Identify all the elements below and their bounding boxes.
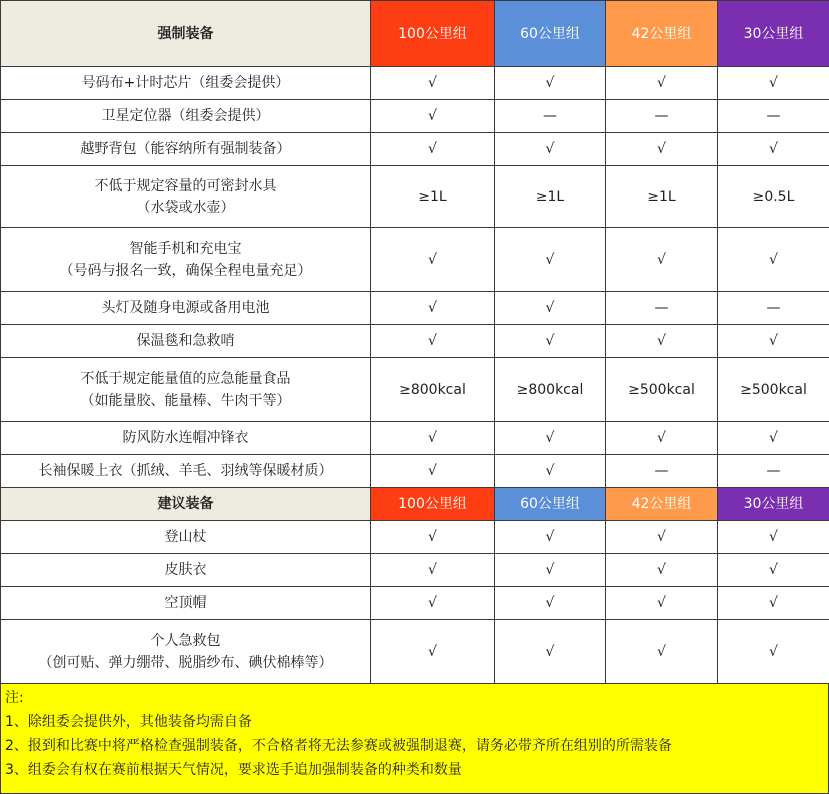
requirement-cell-100km: √ <box>371 521 495 554</box>
table-row <box>1 292 829 325</box>
requirement-cell-100km: √ <box>371 455 495 488</box>
requirement-cell-100km: ≥1L <box>371 166 495 228</box>
requirement-cell-30km: ≥500kcal <box>718 358 829 422</box>
requirement-cell-100km: √ <box>371 67 495 100</box>
notes-heading: 注: <box>5 686 824 710</box>
requirement-cell-100km: √ <box>371 325 495 358</box>
requirement-cell-30km: — <box>718 455 829 488</box>
note-item: 2、报到和比赛中将严格检查强制装备，不合格者将无法参赛或被强制退赛，请务必带齐所在组别的所需装备 <box>5 734 824 758</box>
requirement-cell-30km: √ <box>718 228 829 292</box>
requirement-cell-30km: √ <box>718 587 829 620</box>
note-item: 1、除组委会提供外，其他装备均需自备 <box>5 710 824 734</box>
equipment-name <box>1 554 371 587</box>
table-row <box>1 358 829 422</box>
requirement-cell-30km: — <box>718 100 829 133</box>
requirement-cell-60km: √ <box>495 228 606 292</box>
requirement-cell-42km: √ <box>606 521 718 554</box>
equipment-name-line: 登山杖 <box>5 526 366 548</box>
requirement-cell-42km: ≥1L <box>606 166 718 228</box>
table-row <box>1 228 829 292</box>
equipment-name <box>1 67 371 100</box>
equipment-name-line: 不低于规定能量值的应急能量食品 <box>5 368 366 390</box>
requirement-cell-60km: √ <box>495 325 606 358</box>
requirement-cell-42km: √ <box>606 67 718 100</box>
equipment-name <box>1 100 371 133</box>
requirement-cell-60km: √ <box>495 554 606 587</box>
equipment-name <box>1 325 371 358</box>
equipment-name-line: 防风防水连帽冲锋衣 <box>5 427 366 449</box>
requirement-cell-60km: √ <box>495 521 606 554</box>
equipment-name <box>1 292 371 325</box>
required-section-title: 强制装备 <box>1 1 371 67</box>
equipment-name-line: 卫星定位器（组委会提供） <box>5 105 366 127</box>
equipment-name-line: 头灯及随身电源或备用电池 <box>5 297 366 319</box>
notes-box <box>0 684 829 794</box>
requirement-cell-42km: √ <box>606 422 718 455</box>
equipment-name <box>1 422 371 455</box>
required-header-row <box>1 1 829 67</box>
requirement-cell-100km: ≥800kcal <box>371 358 495 422</box>
equipment-name <box>1 521 371 554</box>
requirement-cell-42km: √ <box>606 325 718 358</box>
requirement-cell-42km: — <box>606 292 718 325</box>
requirement-cell-42km: √ <box>606 554 718 587</box>
requirement-cell-60km: √ <box>495 67 606 100</box>
requirement-cell-60km: √ <box>495 133 606 166</box>
requirement-cell-100km: √ <box>371 100 495 133</box>
equipment-name-line: 号码布+计时芯片（组委会提供） <box>5 72 366 94</box>
requirement-cell-60km: √ <box>495 620 606 684</box>
equipment-name-line: （如能量胶、能量棒、牛肉干等） <box>5 390 366 412</box>
requirement-cell-60km: ≥800kcal <box>495 358 606 422</box>
group-header-42km: 42公里组 <box>606 488 718 521</box>
requirement-cell-42km: √ <box>606 228 718 292</box>
group-header-100km: 100公里组 <box>371 488 495 521</box>
equipment-name-line: 不低于规定容量的可密封水具 <box>5 175 366 197</box>
table-row <box>1 620 829 684</box>
suggested-section-title: 建议装备 <box>1 488 371 521</box>
requirement-cell-30km: ≥0.5L <box>718 166 829 228</box>
table-row <box>1 587 829 620</box>
equipment-name-line: 越野背包（能容纳所有强制装备） <box>5 138 366 160</box>
requirement-cell-30km: √ <box>718 554 829 587</box>
equipment-name <box>1 455 371 488</box>
table-row <box>1 422 829 455</box>
requirement-cell-60km: — <box>495 100 606 133</box>
requirement-cell-60km: √ <box>495 587 606 620</box>
table-row <box>1 166 829 228</box>
equipment-name <box>1 358 371 422</box>
group-header-30km: 30公里组 <box>718 1 829 67</box>
table-row <box>1 325 829 358</box>
equipment-name <box>1 133 371 166</box>
equipment-name-line: 保温毯和急救哨 <box>5 330 366 352</box>
requirement-cell-30km: √ <box>718 422 829 455</box>
requirement-cell-42km: — <box>606 100 718 133</box>
requirement-cell-100km: √ <box>371 620 495 684</box>
equipment-name <box>1 620 371 684</box>
group-header-60km: 60公里组 <box>495 488 606 521</box>
table-row <box>1 133 829 166</box>
requirement-cell-42km: √ <box>606 620 718 684</box>
requirement-cell-42km: ≥500kcal <box>606 358 718 422</box>
table-row <box>1 100 829 133</box>
requirement-cell-60km: √ <box>495 292 606 325</box>
equipment-name-line: 智能手机和充电宝 <box>5 238 366 260</box>
requirement-cell-30km: √ <box>718 133 829 166</box>
requirement-cell-30km: — <box>718 292 829 325</box>
requirement-cell-30km: √ <box>718 325 829 358</box>
requirement-cell-100km: √ <box>371 422 495 455</box>
equipment-name-line: （号码与报名一致，确保全程电量充足） <box>5 260 366 282</box>
group-header-60km: 60公里组 <box>495 1 606 67</box>
requirement-cell-42km: √ <box>606 587 718 620</box>
equipment-name-line: 皮肤衣 <box>5 559 366 581</box>
suggested-section <box>1 488 829 684</box>
requirement-cell-100km: √ <box>371 133 495 166</box>
table-row <box>1 67 829 100</box>
requirement-cell-100km: √ <box>371 228 495 292</box>
equipment-name-line: （水袋或水壶） <box>5 197 366 219</box>
requirement-cell-42km: — <box>606 455 718 488</box>
equipment-name <box>1 228 371 292</box>
table-row <box>1 521 829 554</box>
equipment-name-line: 个人急救包 <box>5 630 366 652</box>
equipment-name-line: （创可贴、弹力绷带、脱脂纱布、碘伏棉棒等） <box>5 652 366 674</box>
requirement-cell-100km: √ <box>371 554 495 587</box>
group-header-42km: 42公里组 <box>606 1 718 67</box>
requirement-cell-100km: √ <box>371 292 495 325</box>
table-row <box>1 455 829 488</box>
equipment-name-line: 长袖保暖上衣（抓绒、羊毛、羽绒等保暖材质） <box>5 460 366 482</box>
requirement-cell-60km: ≥1L <box>495 166 606 228</box>
requirement-cell-30km: √ <box>718 620 829 684</box>
group-header-30km: 30公里组 <box>718 488 829 521</box>
equipment-name-line: 空顶帽 <box>5 592 366 614</box>
table-row <box>1 554 829 587</box>
note-item: 3、组委会有权在赛前根据天气情况，要求选手追加强制装备的种类和数量 <box>5 758 824 782</box>
requirement-cell-100km: √ <box>371 587 495 620</box>
required-section <box>1 1 829 488</box>
requirement-cell-60km: √ <box>495 455 606 488</box>
group-header-100km: 100公里组 <box>371 1 495 67</box>
requirement-cell-60km: √ <box>495 422 606 455</box>
requirement-cell-42km: √ <box>606 133 718 166</box>
suggested-header-row <box>1 488 829 521</box>
equipment-name <box>1 587 371 620</box>
requirement-cell-30km: √ <box>718 67 829 100</box>
requirement-cell-30km: √ <box>718 521 829 554</box>
equipment-name <box>1 166 371 228</box>
